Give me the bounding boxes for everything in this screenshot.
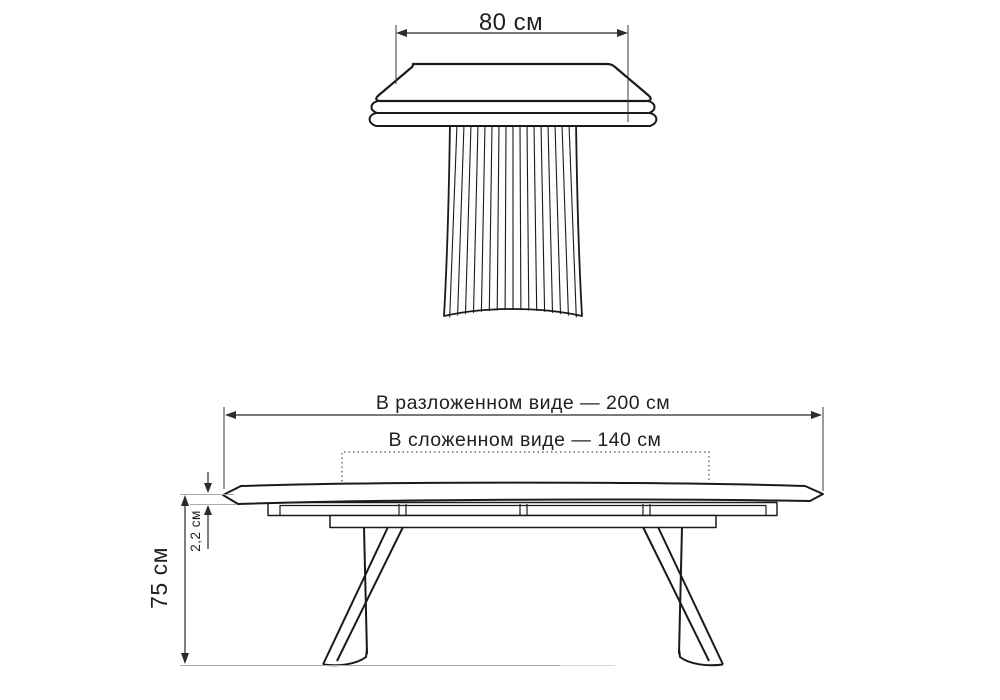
arrowhead-up-icon [204, 505, 212, 515]
extended-width-label: В разложенном виде — 200 см [375, 392, 671, 414]
side-view [146, 392, 823, 666]
arrowhead-down-icon [204, 483, 212, 493]
apron [330, 516, 716, 528]
left-leg [323, 527, 403, 665]
front-width-label: 80 см [478, 9, 544, 36]
leg-diagonal-outer [658, 527, 723, 665]
dotted-extent [342, 452, 709, 483]
pedestal-base [444, 121, 582, 317]
arrowhead-down-icon [181, 653, 189, 664]
right-leg [643, 527, 723, 665]
leg-strut [679, 527, 682, 654]
arrowhead-left-icon [225, 411, 236, 419]
thickness-dimension [188, 472, 237, 552]
tabletop-moulding-lower [370, 113, 657, 126]
tabletop-moulding-upper [371, 101, 654, 113]
arrowhead-right-icon [811, 411, 822, 419]
folded-width-dimension [342, 429, 709, 483]
tabletop-side [223, 483, 823, 504]
tabletop-front [376, 64, 651, 101]
thickness-label: 2,2 см [188, 510, 203, 552]
arrowhead-right-icon [617, 29, 628, 37]
leg-diagonal-inner [643, 527, 709, 661]
arrowhead-up-icon [181, 495, 189, 506]
extension-rail [268, 503, 777, 516]
legs [323, 527, 723, 665]
arrowhead-left-icon [396, 29, 407, 37]
height-label: 75 см [146, 547, 172, 609]
folded-width-label: В сложенном виде — 140 см [388, 429, 662, 451]
rail-outer [268, 503, 777, 516]
front-view [370, 9, 657, 317]
